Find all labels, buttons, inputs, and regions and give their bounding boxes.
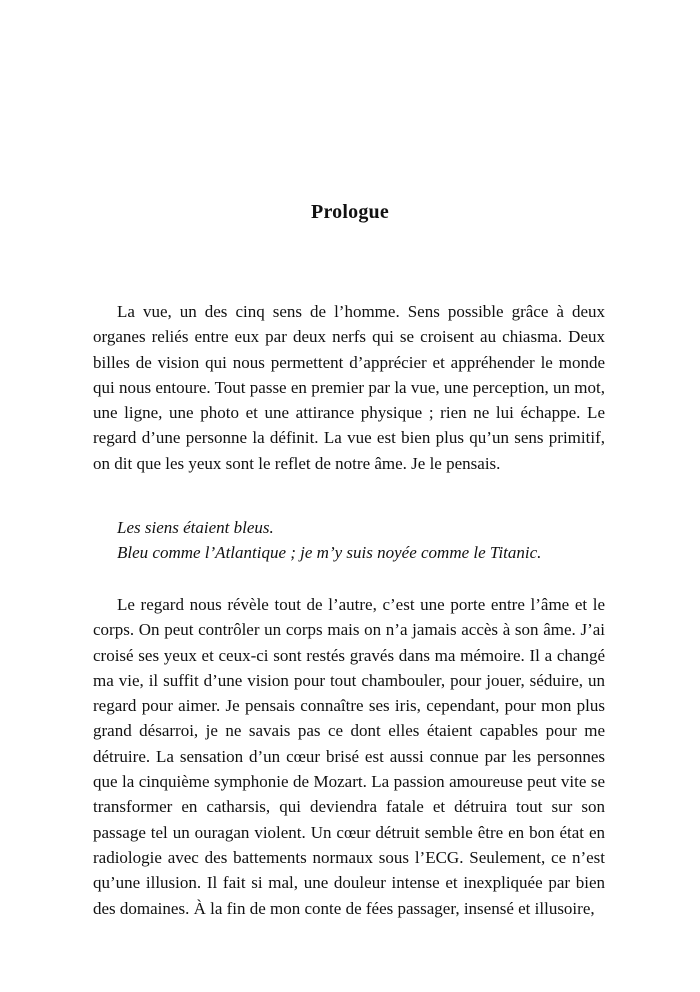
paragraph-intro-text: La vue, un des cinq sens de l’homme. Sens possible grâce à deux organes reliés entre eux par deux nerfs qui se croisent au chiasma. Deux billes de vision qui nous permettent d’apprécier et appréhender le monde qui nous entoure. Tout passe en premier par la vue, une perception, un mot, une ligne, une photo et une attirance physique ; rien ne lui échappe. Le regard d’une personne la définit. La vue est bien plus qu’un sens primitif, on dit que les yeux sont le reflet de notre âme. Je le pensais. bbox=[93, 302, 605, 473]
paragraph-main-text: Le regard nous révèle tout de l’autre, c’est une porte entre l’âme et le corps. On peut contrôler un corps mais on n’a jamais accès à son âme. J’ai croisé ses yeux et ceux-ci sont restés gravés dans ma mémoire. Il a changé ma vie, il suffit d’une vision pour tout chambouler, pour jouer, séduire, un regard pour aimer. Je pensais connaître ses iris, cependant, pour mon plus grand désarroi, je ne savais pas ce dont elles étaient capables pour me détruire. La sensation d’un cœur brisé est aussi connue par les personnes que la cinquième symphonie de Mozart. La passion amoureuse peut vite se transformer en catharsis, qui deviendra fatale et détruira tout sur son passage tel un ouragan violent. Un cœur détruit semble être en bon état en radiologie avec des battements normaux sous l’ECG. Seulement, ce n’est qu’une illusion. Il fait si mal, une douleur intense et inexpliquée par bien des domaines. À la fin de mon conte de fées passager, insensé et illusoire, bbox=[93, 595, 605, 918]
italic-quote bbox=[117, 515, 617, 566]
chapter-title: Prologue bbox=[311, 201, 389, 223]
paragraph-main bbox=[93, 592, 605, 921]
paragraph-intro bbox=[93, 299, 605, 476]
quote-line-1: Les siens étaient bleus. bbox=[117, 518, 274, 537]
quote-line-2: Bleu comme l’Atlantique ; je m’y suis noyée comme le Titanic. bbox=[117, 543, 542, 563]
